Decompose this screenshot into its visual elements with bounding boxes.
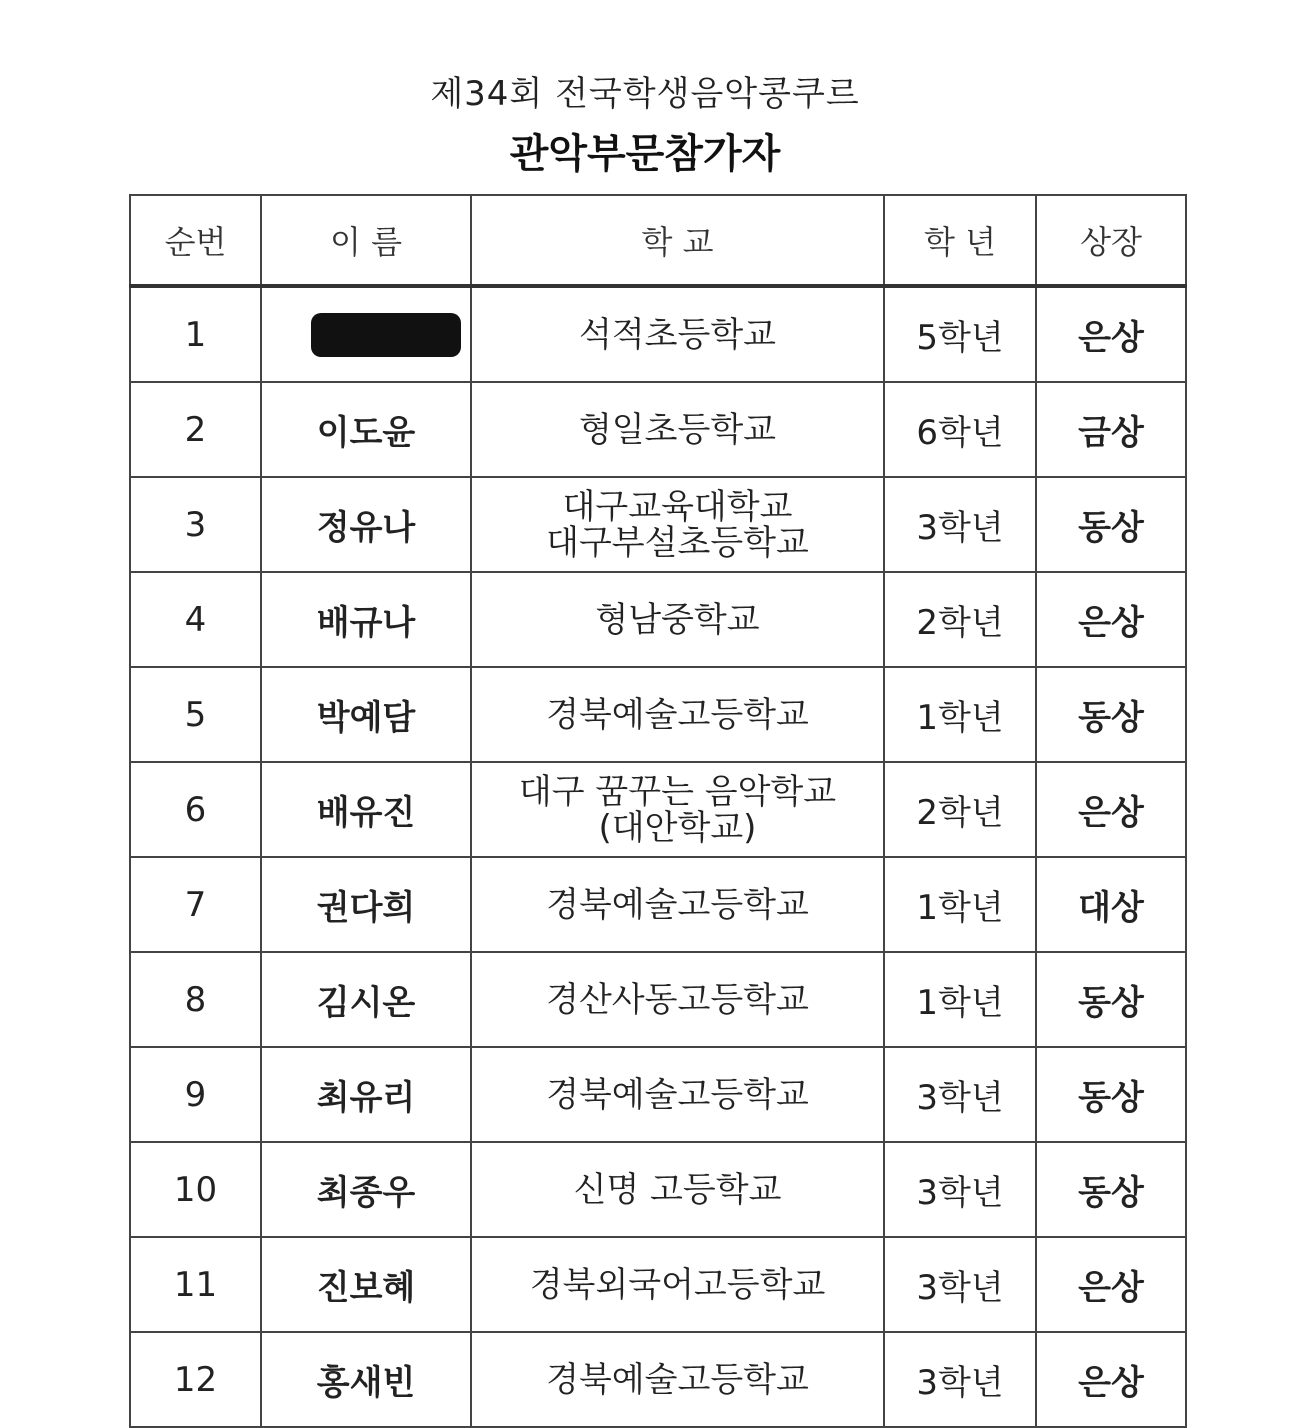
cell-grade: 3학년 <box>884 1237 1036 1332</box>
cell-number: 12 <box>130 1332 261 1427</box>
cell-number: 3 <box>130 477 261 572</box>
cell-number: 8 <box>130 952 261 1047</box>
school-line: 대구 꿈꾸는 음악학교 <box>518 771 837 812</box>
cell-school <box>471 667 884 762</box>
cell-name: 진보혜 <box>261 1237 471 1332</box>
cell-number: 10 <box>130 1142 261 1237</box>
table-row <box>130 952 1186 1047</box>
header-award: 상장 <box>1036 195 1186 286</box>
cell-number: 7 <box>130 857 261 952</box>
cell-award: 은상 <box>1036 1332 1186 1427</box>
cell-name: 최종우 <box>261 1142 471 1237</box>
document-title: 제34회 전국학생음악콩쿠르 <box>430 74 860 114</box>
school-line: 형일초등학교 <box>578 409 777 450</box>
cell-grade: 3학년 <box>884 1332 1036 1427</box>
cell-number: 9 <box>130 1047 261 1142</box>
cell-school <box>471 286 884 382</box>
cell-name-redacted <box>261 286 471 382</box>
cell-name: 권다희 <box>261 857 471 952</box>
school-line: (대안학교) <box>598 807 757 848</box>
school-line: 경북예술고등학교 <box>546 694 809 735</box>
cell-number: 1 <box>130 286 261 382</box>
cell-number: 2 <box>130 382 261 477</box>
cell-award: 동상 <box>1036 952 1186 1047</box>
cell-award: 동상 <box>1036 477 1186 572</box>
document-subtitle: 관악부문참가자 <box>509 131 781 177</box>
cell-number: 11 <box>130 1237 261 1332</box>
school-line: 석적초등학교 <box>578 314 777 355</box>
table-row <box>130 477 1186 572</box>
cell-school <box>471 857 884 952</box>
cell-name: 이도윤 <box>261 382 471 477</box>
table-row <box>130 857 1186 952</box>
table-row <box>130 382 1186 477</box>
cell-school <box>471 382 884 477</box>
school-line: 대구교육대학교 <box>562 486 793 527</box>
table-row <box>130 1237 1186 1332</box>
cell-grade: 5학년 <box>884 286 1036 382</box>
cell-number: 4 <box>130 572 261 667</box>
cell-school <box>471 952 884 1047</box>
table-body <box>130 286 1186 1427</box>
cell-name: 김시온 <box>261 952 471 1047</box>
cell-award: 대상 <box>1036 857 1186 952</box>
cell-grade: 3학년 <box>884 1047 1036 1142</box>
cell-name: 배규나 <box>261 572 471 667</box>
cell-grade: 3학년 <box>884 477 1036 572</box>
cell-number: 5 <box>130 667 261 762</box>
cell-name: 박예담 <box>261 667 471 762</box>
cell-school <box>471 572 884 667</box>
cell-school <box>471 762 884 857</box>
cell-name: 배유진 <box>261 762 471 857</box>
cell-name: 홍새빈 <box>261 1332 471 1427</box>
table-row <box>130 1332 1186 1427</box>
school-line: 경북예술고등학교 <box>546 884 809 925</box>
table-row <box>130 762 1186 857</box>
school-line: 신명 고등학교 <box>573 1169 782 1210</box>
school-line: 경북외국어고등학교 <box>529 1264 826 1305</box>
cell-school <box>471 477 884 572</box>
cell-grade: 2학년 <box>884 572 1036 667</box>
header-school: 학 교 <box>471 195 884 286</box>
cell-grade: 2학년 <box>884 762 1036 857</box>
cell-award: 은상 <box>1036 286 1186 382</box>
table-row <box>130 1047 1186 1142</box>
table-header-row <box>130 195 1186 286</box>
cell-grade: 1학년 <box>884 857 1036 952</box>
cell-award: 금상 <box>1036 382 1186 477</box>
cell-number: 6 <box>130 762 261 857</box>
cell-award: 은상 <box>1036 762 1186 857</box>
cell-award: 은상 <box>1036 572 1186 667</box>
school-line: 경북예술고등학교 <box>546 1074 809 1115</box>
school-line: 경북예술고등학교 <box>546 1359 809 1400</box>
header-grade: 학 년 <box>884 195 1036 286</box>
cell-school <box>471 1237 884 1332</box>
cell-award: 동상 <box>1036 667 1186 762</box>
cell-school <box>471 1332 884 1427</box>
cell-name: 정유나 <box>261 477 471 572</box>
redaction-mark <box>311 313 461 357</box>
cell-name: 최유리 <box>261 1047 471 1142</box>
cell-grade: 6학년 <box>884 382 1036 477</box>
table-row <box>130 572 1186 667</box>
cell-grade: 3학년 <box>884 1142 1036 1237</box>
cell-award: 동상 <box>1036 1142 1186 1237</box>
cell-school <box>471 1142 884 1237</box>
table-row <box>130 286 1186 382</box>
cell-grade: 1학년 <box>884 667 1036 762</box>
table-row <box>130 667 1186 762</box>
cell-award: 동상 <box>1036 1047 1186 1142</box>
cell-school <box>471 1047 884 1142</box>
school-line: 형남중학교 <box>595 599 760 640</box>
header-number: 순번 <box>130 195 261 286</box>
header-name: 이 름 <box>261 195 471 286</box>
table-row <box>130 1142 1186 1237</box>
school-line: 경산사동고등학교 <box>546 979 809 1020</box>
school-line: 대구부설초등학교 <box>546 522 809 563</box>
cell-award: 은상 <box>1036 1237 1186 1332</box>
cell-grade: 1학년 <box>884 952 1036 1047</box>
participants-table <box>129 194 1187 1428</box>
